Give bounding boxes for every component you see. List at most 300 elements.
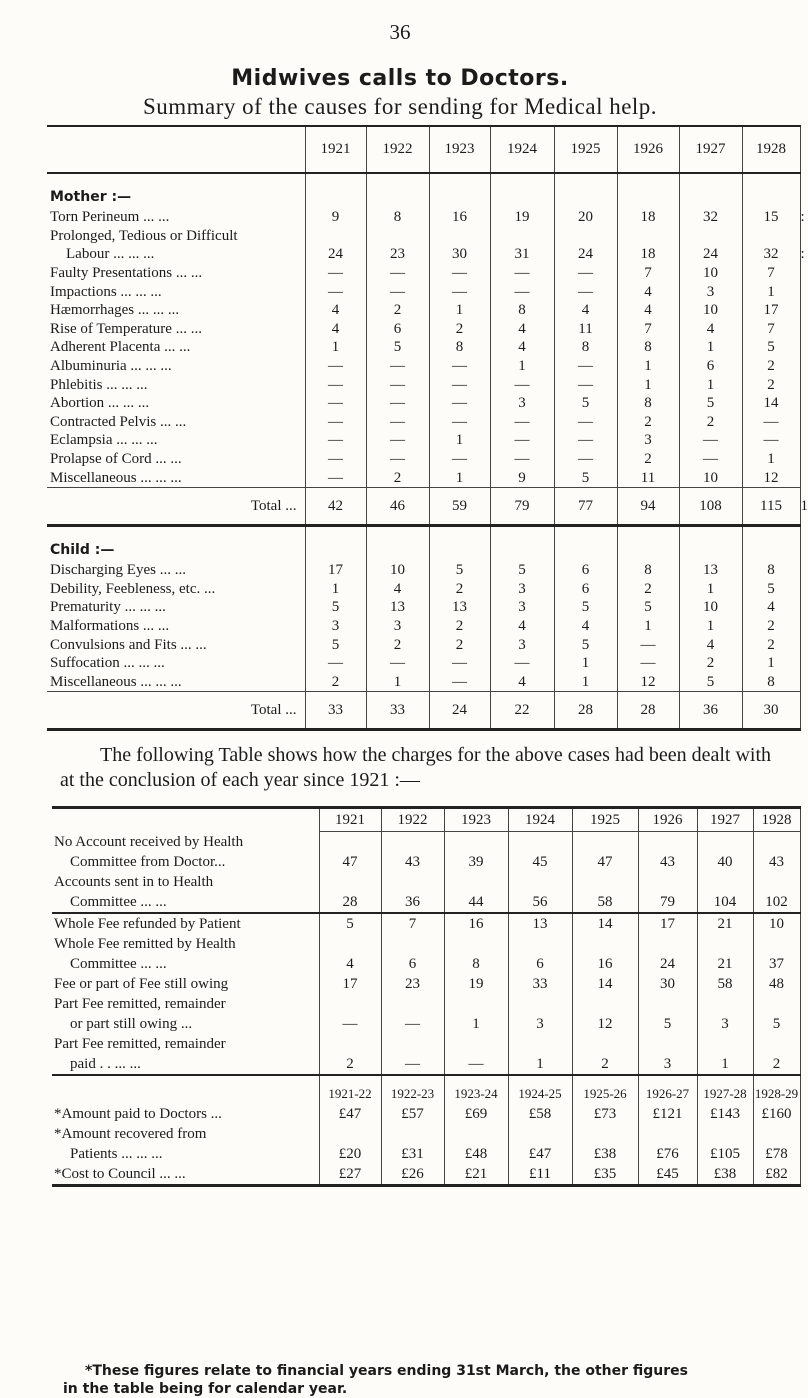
table-row [52,934,800,974]
table-cell: 8 [444,934,508,974]
row-label [47,580,305,599]
table-cell: 4 [490,672,554,691]
row-label [52,913,319,934]
table-cell: 3 [490,580,554,599]
table-cell [753,1124,800,1144]
table-cell: 1 [366,672,429,691]
table-cell: 18 [617,245,679,264]
row-label-text: *Amount recovered from [54,1125,207,1142]
row-label-text: *Cost to Council ... ... [54,1165,186,1182]
financial-row [52,1144,800,1164]
total-cell: 28 [617,692,679,730]
table-row [47,357,800,376]
table-cell: 28 [319,872,381,913]
row-label-line: Accounts sent in to Health [54,873,214,890]
table-cell: 1 [429,468,490,487]
table-cell: 5 [319,913,381,934]
total-cell: 42 [305,487,366,525]
financial-row [52,1124,800,1144]
table-cell-empty [490,173,554,208]
table-cell: 3 [490,635,554,654]
row-label [47,282,305,301]
row-label-text: Labour ... ... ... [66,246,155,263]
table-cell: 16 [444,913,508,934]
table-cell-empty [617,173,679,208]
table-cell: 37 [753,934,800,974]
table-cell-empty [742,173,800,208]
table-cell: £26 [381,1164,444,1186]
table-row [47,375,800,394]
table-cell: £58 [508,1104,572,1124]
table-cell: — [554,357,617,376]
total-cell: 33 [366,692,429,730]
table-cell: 16 [429,208,490,227]
table-row [52,872,800,913]
row-label [47,561,305,580]
table-cell: 2 [742,617,800,636]
table-cell: 4 [617,282,679,301]
row-label-text: Prematurity ... ... ... [50,599,166,616]
table-cell: 2 [753,1034,800,1075]
row-label [47,208,305,227]
table-cell: 5 [490,561,554,580]
row-label-text: Rise of Temperature ... ... [50,320,202,337]
table-cell: 1 [617,375,679,394]
total-cell: 22 [490,692,554,730]
table-cell: 1 [508,1034,572,1075]
table-cell: 8 [742,672,800,691]
table-cell: — [366,654,429,673]
charges-paragraph: The following Table shows how the charges for the above cases had been dealt with at the conclusion of each year since 1921 :— [60,744,771,791]
table-cell: £57 [381,1104,444,1124]
table-cell: 1 [679,617,742,636]
table-row [47,227,800,246]
charges-table [52,806,800,1187]
table-cell: 5 [753,994,800,1034]
financial-header-blank [52,1075,319,1104]
row-label-text: Albuminuria ... ... ... [50,358,172,375]
table-cell: 3 [679,282,742,301]
table-cell: 1 [697,1034,753,1075]
table-cell: 5 [679,672,742,691]
table-cell: 30 [429,245,490,264]
row-label [52,1124,319,1144]
table-row [47,320,800,339]
table-cell: — [554,450,617,469]
table-cell: 1 [679,580,742,599]
table-cell: — [554,413,617,432]
row-label [47,264,305,283]
table-cell: 10 [679,264,742,283]
table-cell: 1 [429,431,490,450]
table-cell: — [742,431,800,450]
table-cell: 13 [429,598,490,617]
table-cell: 3 [638,1034,697,1075]
table-cell: £48 [444,1144,508,1164]
table-cell: 8 [429,338,490,357]
table-cell [742,227,800,246]
table-cell: 2 [617,413,679,432]
row-label-text: Convulsions and Fits ... ... [50,636,207,653]
total-cell: 28 [554,692,617,730]
charges-header-row [52,808,800,832]
table-cell-empty [305,173,366,208]
row-label-text: Suffocation ... ... ... [50,655,165,672]
table-row [47,672,800,691]
table-cell: — [429,413,490,432]
causes-table [47,125,808,731]
table-cell: 5 [366,338,429,357]
table-cell: 4 [490,320,554,339]
row-label [47,672,305,691]
table-cell-empty [554,525,617,561]
financial-year-header: 1925-26 [572,1075,638,1104]
table-cell: — [429,672,490,691]
table-cell: 2 [742,357,800,376]
table-cell: — [490,282,554,301]
row-label-text: *Amount paid to Doctors ... [54,1105,222,1122]
row-label-text: Patients ... ... ... [70,1145,163,1162]
table-cell [429,227,490,246]
table-cell: 1 [742,450,800,469]
table-cell: 7 [381,913,444,934]
table-cell: 43 [381,832,444,872]
table-cell: 23 [366,245,429,264]
table-cell: — [490,375,554,394]
table-cell: — [305,282,366,301]
table-cell: — [554,282,617,301]
year-header: 1925 [572,808,638,832]
row-label-text: Phlebitis ... ... ... [50,376,148,393]
table-cell [444,1124,508,1144]
row-label [47,413,305,432]
table-cell: — [366,431,429,450]
table-cell: 19 [444,974,508,994]
table-cell: 6 [381,934,444,974]
table-cell [305,227,366,246]
table-cell: — [429,282,490,301]
table-cell: 2 [429,617,490,636]
table-cell: 6 [366,320,429,339]
table-cell: 1 [742,282,800,301]
row-label-text: Impactions ... ... ... [50,283,162,300]
table-cell: 3 [490,598,554,617]
table-row [47,431,800,450]
financial-year-header: 1924-25 [508,1075,572,1104]
table-cell: £47 [508,1144,572,1164]
table-cell: 13 [679,561,742,580]
table-row [47,654,800,673]
table-cell: — [305,654,366,673]
table-cell: 58 [697,974,753,994]
table-cell: 10 [679,598,742,617]
table-cell: 13 [366,598,429,617]
table-cell: 5 [679,394,742,413]
total-cell: 59 [429,487,490,525]
table-cell: — [366,413,429,432]
table-cell [381,1124,444,1144]
table-cell: 21 [697,934,753,974]
financial-year-header: 1927-28 [697,1075,753,1104]
year-header: 1927 [679,126,742,173]
row-label [47,431,305,450]
row-label-line: Whole Fee refunded by Patient [54,915,241,932]
table-cell: 104 [697,872,753,913]
child-section-row [47,525,800,561]
table-cell: 2 [366,635,429,654]
table-cell: — [490,264,554,283]
table-cell: 102 [753,872,800,913]
table-cell: 7 [617,264,679,283]
table-cell: — [490,413,554,432]
total-cell: 30 [742,692,800,730]
year-header: 1924 [490,126,554,173]
table-row [47,598,800,617]
table-cell: 1 [679,375,742,394]
row-label [47,654,305,673]
table-cell: 17 [319,974,381,994]
table-cell: — [444,1034,508,1075]
table-cell: — [429,450,490,469]
table-cell: 36 [381,872,444,913]
table-cell: 79 [638,872,697,913]
table-row [52,994,800,1034]
row-label [47,245,305,264]
table-cell: 10 [679,468,742,487]
table-cell: 24 [554,245,617,264]
table-cell: — [366,450,429,469]
row-label [47,338,305,357]
table-cell: 8 [490,301,554,320]
table-cell: — [679,450,742,469]
table-cell: 5 [742,338,800,357]
table-cell: 1 [679,338,742,357]
row-label [47,375,305,394]
table-cell: 17 [305,561,366,580]
row-label [47,617,305,636]
table-cell: 45 [508,832,572,872]
table-cell: 43 [638,832,697,872]
table-cell: — [742,413,800,432]
table-cell: 8 [617,394,679,413]
table-cell: 1 [742,654,800,673]
table-cell: 4 [679,320,742,339]
child-heading-text: Child :— [50,541,115,558]
row-label-line: Fee or part of Fee still owing [54,975,229,992]
row-label-text: Torn Perineum ... ... [50,209,170,226]
table-cell: 14 [742,394,800,413]
table-cell-empty [305,525,366,561]
table-cell: £76 [638,1144,697,1164]
row-label [52,1034,319,1075]
table-cell: 13 [508,913,572,934]
table-cell: 5 [742,580,800,599]
table-cell: 5 [554,468,617,487]
financial-row [52,1164,800,1186]
table-cell: 33 [508,974,572,994]
table-cell: 44 [444,872,508,913]
table-cell: 1 [554,672,617,691]
table-cell: 47 [572,832,638,872]
row-label [47,227,305,246]
total-cell: 46 [366,487,429,525]
table-cell: 1 [444,994,508,1034]
table-cell: 40 [697,832,753,872]
table-cell: 3 [697,994,753,1034]
row-label-text: Faulty Presentations ... ... [50,265,203,282]
row-label [52,1144,319,1164]
table-cell: — [554,375,617,394]
row-label [47,635,305,654]
table-row [47,580,800,599]
table-cell: — [381,994,444,1034]
table-cell: 3 [305,617,366,636]
mother-heading-text: Mother :— [50,189,132,205]
table-cell: 21 [697,913,753,934]
mother-total-row: Total ... 42 46 59 79 77 94 108 115 1 [47,487,800,525]
child-section-heading [47,525,305,561]
table-cell: 11 [617,468,679,487]
row-label [52,1104,319,1124]
table-cell: £160 [753,1104,800,1124]
table-cell: 3 [508,994,572,1034]
table-cell: £35 [572,1164,638,1186]
table-cell: 4 [554,617,617,636]
table-row [47,282,800,301]
year-header: 1926 [617,126,679,173]
table-cell: 4 [319,934,381,974]
table-cell: 2 [366,468,429,487]
table-cell: 7 [742,320,800,339]
table-cell: £69 [444,1104,508,1124]
table-cell-empty [679,525,742,561]
table-cell: — [617,654,679,673]
table-cell: — [305,413,366,432]
total-cell: 24 [429,692,490,730]
row-label-text: Prolapse of Cord ... ... [50,451,182,468]
total-label: Total ... [47,692,305,730]
table-cell: £82 [753,1164,800,1186]
row-label-text: Miscellaneous ... ... ... [50,469,182,486]
table-cell [366,227,429,246]
table-cell: 18 [617,208,679,227]
table-cell-empty [617,525,679,561]
table-cell: £105 [697,1144,753,1164]
table-cell: 1 [305,338,366,357]
table-cell: £21 [444,1164,508,1186]
row-label-text: Malformations ... ... [50,617,170,634]
table-cell: 9 [305,208,366,227]
table-cell: 16 [572,934,638,974]
table-cell: 1 [617,617,679,636]
table-cell [617,227,679,246]
table-cell: 12 [742,468,800,487]
table-row [47,635,800,654]
table-row [47,561,800,580]
page-subtitle: Summary of the causes for sending for Medical help. [142,94,658,119]
table-cell: — [381,1034,444,1075]
table-row [47,468,800,487]
table-cell: 23 [381,974,444,994]
table-cell: — [305,394,366,413]
table-cell: 24 [638,934,697,974]
table-cell: 6 [554,561,617,580]
table-cell: 2 [572,1034,638,1075]
row-label-text: Hæmorrhages ... ... ... [50,302,180,319]
table-cell: 6 [554,580,617,599]
table-cell: 2 [366,301,429,320]
table-cell: 4 [305,301,366,320]
table-cell: 4 [679,635,742,654]
table-cell-empty [490,525,554,561]
table-cell: 20 [554,208,617,227]
table-cell: 5 [617,598,679,617]
table-cell: 2 [429,320,490,339]
financial-year-header-row [52,1075,800,1104]
table-cell-empty [366,173,429,208]
table-cell: 19 [490,208,554,227]
total-cell: 79 [490,487,554,525]
table-cell: 8 [554,338,617,357]
row-label-line: or part still owing ... [70,1015,193,1032]
child-total-row [47,692,800,730]
table-cell: £73 [572,1104,638,1124]
table-cell: £38 [572,1144,638,1164]
table-cell: 11 [554,320,617,339]
causes-header-row [47,126,800,173]
row-label [52,832,319,872]
table-cell: 12 [617,672,679,691]
table-cell: 6 [679,357,742,376]
table-cell: £27 [319,1164,381,1186]
table-cell: — [429,654,490,673]
table-cell: 7 [742,264,800,283]
table-cell: 5 [305,635,366,654]
causes-header-blank [47,126,305,173]
year-header: 1921 [319,808,381,832]
table-cell: £11 [508,1164,572,1186]
table-cell: — [305,375,366,394]
financial-row [52,1104,800,1124]
table-cell: — [617,635,679,654]
table-cell: — [429,375,490,394]
table-cell: 32 [679,208,742,227]
table-cell: 4 [305,320,366,339]
table-row [47,394,800,413]
table-cell: 24 [679,245,742,264]
year-header: 1922 [366,126,429,173]
year-header: 1927 [697,808,753,832]
table-cell: 5 [554,635,617,654]
total-cell: 108 [679,487,742,525]
row-label-text: Contracted Pelvis ... ... [50,413,187,430]
table-cell: 4 [617,301,679,320]
table-cell: £31 [381,1144,444,1164]
total-label: Total ... [47,487,305,525]
row-label [52,994,319,1034]
table-cell: £47 [319,1104,381,1124]
table-cell: 5 [429,561,490,580]
total-cell: 115 [742,487,800,525]
total-cell: 33 [305,692,366,730]
mother-section-row [47,173,800,208]
charges-header-blank [52,808,319,832]
row-label [52,1164,319,1186]
table-cell: — [319,994,381,1034]
table-cell: 4 [490,617,554,636]
table-cell: 2 [742,375,800,394]
row-label-text: Prolonged, Tedious or Difficult [50,227,238,244]
